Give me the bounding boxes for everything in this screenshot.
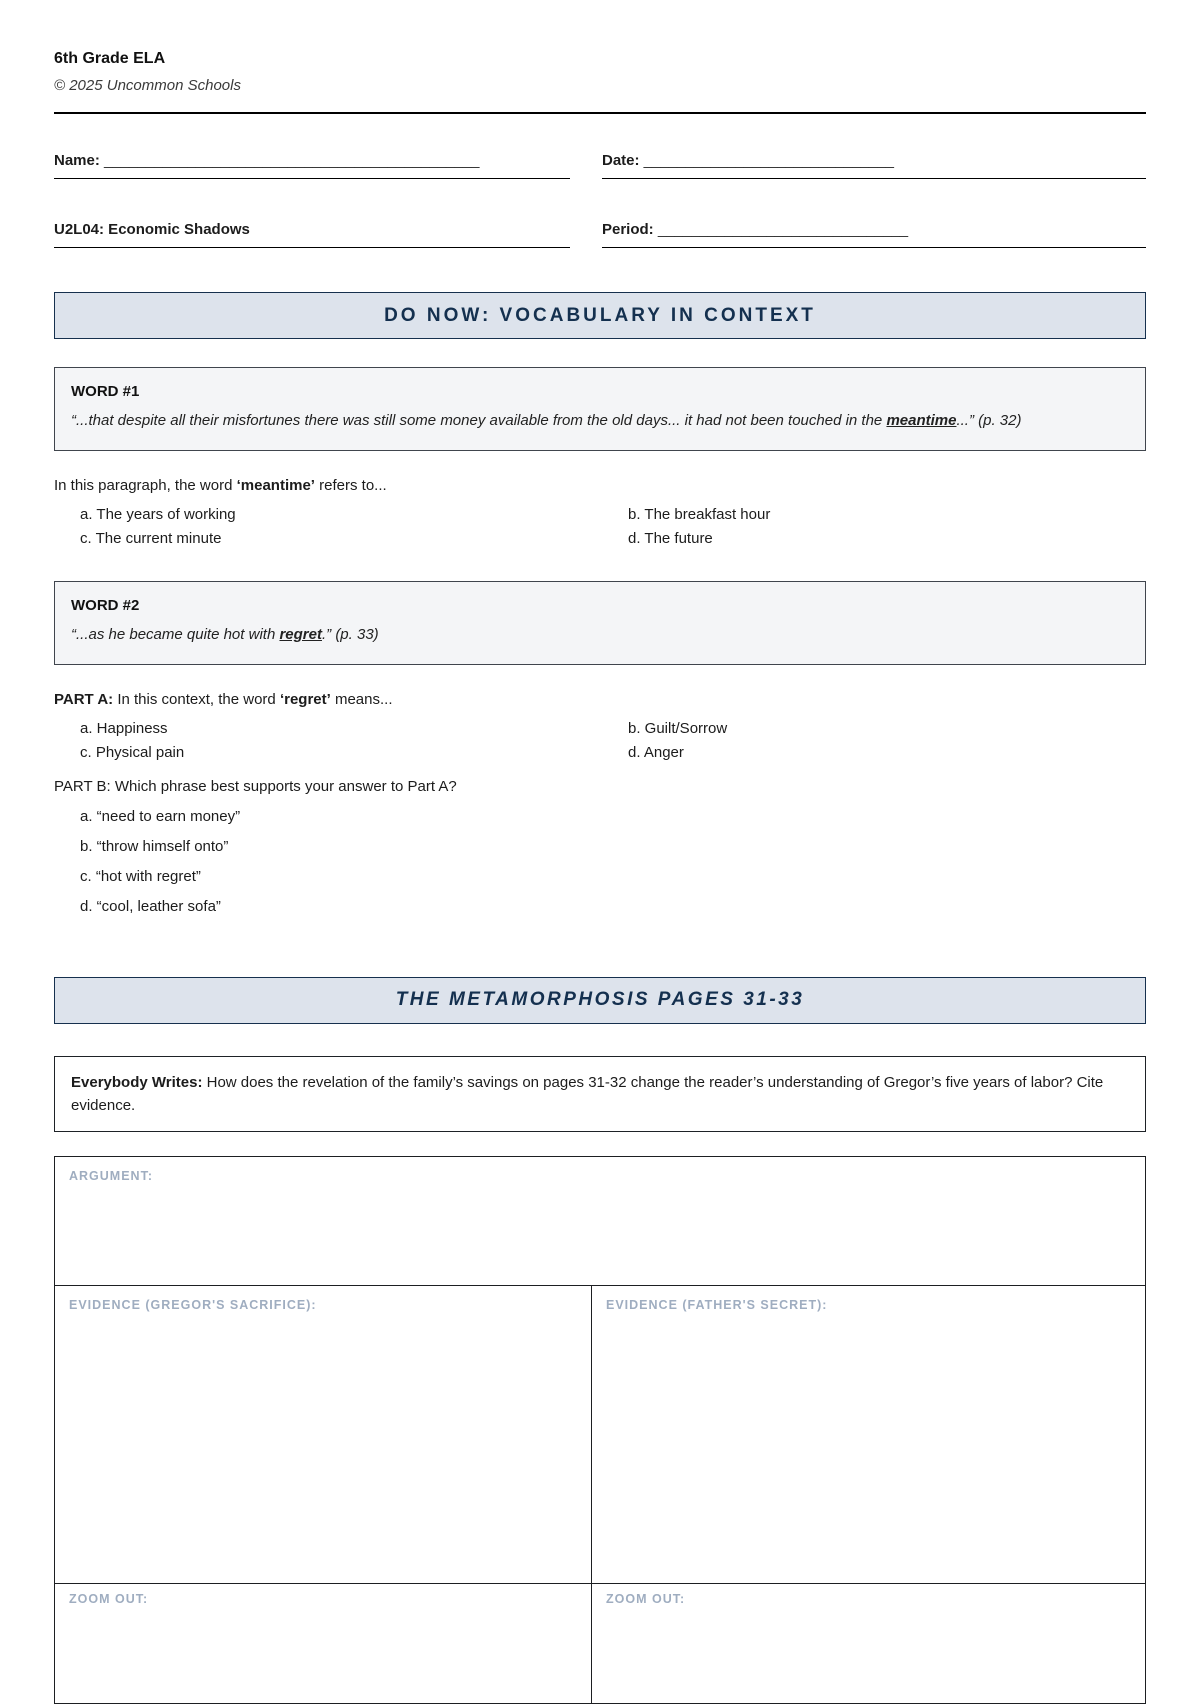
partb-choice-a: a. “need to earn money” (80, 807, 241, 825)
partb-text: Which phrase best supports your answer to Part A? (110, 777, 457, 795)
word1-question-keyword: ‘meantime’ (236, 476, 315, 494)
graphic-organizer (54, 1156, 1146, 1704)
parta-keyword: ‘regret’ (279, 690, 331, 708)
word1-box (54, 367, 1146, 451)
word1-question-pre: In this paragraph, the word (54, 476, 237, 494)
metamorphosis-banner (54, 977, 1146, 1024)
word1-question-post: refers to... (314, 476, 387, 494)
parta-label: PART A: (54, 690, 114, 708)
zoom-out-right-cell (591, 1584, 1145, 1703)
word1-choice-a: a. The years of working (80, 505, 236, 523)
word1-quote-pre: “...that despite all their misfortunes there was still some money available from the old days... it had not been touched in the (71, 412, 887, 429)
name-blank-line: _____________________________________________ (99, 152, 480, 169)
date-field (602, 152, 1146, 179)
word1-choice-b: b. The breakfast hour (628, 505, 771, 523)
partb-label: PART B: (54, 777, 111, 795)
name-date-row (54, 152, 1146, 179)
period-blank-line: ______________________________ (653, 221, 909, 238)
parta-choice-c: c. Physical pain (80, 743, 185, 761)
partb-choice-d: d. “cool, leather sofa” (80, 897, 221, 915)
evidence-father-label: EVIDENCE (FATHER'S SECRET): (606, 1298, 828, 1312)
parta-post: means... (330, 690, 393, 708)
date-label: Date: (602, 152, 640, 169)
word1-choice-c: c. The current minute (80, 529, 222, 547)
parta-choices (54, 720, 1146, 761)
name-field (54, 152, 570, 179)
word2-partb-question (54, 778, 1146, 795)
name-label: Name: (54, 152, 100, 169)
everybody-writes-text: How does the revelation of the family’s savings on pages 31-32 change the reader’s understanding of Gregor’s five years of labor? Cite evidence. (71, 1073, 1104, 1114)
metamorphosis-title: THE METAMORPHOSIS PAGES 31-33 (395, 989, 805, 1010)
date-blank-line: ______________________________ (639, 152, 894, 169)
word2-quote (71, 623, 1129, 648)
word1-keyword: meantime (886, 412, 957, 429)
word1-question (54, 477, 1146, 494)
lesson-label: U2L04: Economic Shadows (54, 221, 250, 238)
evidence-gregor-cell (55, 1286, 591, 1583)
everybody-writes-label: Everybody Writes: (71, 1073, 203, 1091)
word2-quote-pre: “...as he became quite hot with (71, 625, 280, 643)
word2-keyword: regret (279, 625, 322, 643)
zoom-out-left-label: ZOOM OUT: (69, 1592, 149, 1606)
do-now-banner (54, 292, 1146, 339)
everybody-writes-box (54, 1056, 1146, 1133)
doc-header (54, 50, 1146, 94)
parta-pre: In this context, the word (113, 690, 280, 708)
period-label: Period: (602, 221, 654, 238)
partb-choice-b: b. “throw himself onto” (80, 837, 229, 855)
word2-box (54, 581, 1146, 665)
do-now-title: DO NOW: VOCABULARY IN CONTEXT (384, 304, 816, 326)
period-field (602, 221, 1146, 248)
argument-cell (55, 1157, 1145, 1285)
partb-choices (54, 808, 1146, 915)
word2-parta-question (54, 691, 1146, 708)
word2-quote-post: .” (p. 33) (321, 625, 379, 643)
parta-choice-a: a. Happiness (80, 719, 168, 737)
word1-choices (54, 506, 1146, 547)
header-divider (54, 112, 1146, 114)
argument-label: ARGUMENT: (69, 1169, 153, 1183)
word1-title: WORD #1 (71, 383, 140, 400)
zoom-out-right-label: ZOOM OUT: (606, 1592, 686, 1606)
parta-choice-b: b. Guilt/Sorrow (628, 719, 728, 737)
evidence-row (55, 1285, 1145, 1583)
evidence-gregor-label: EVIDENCE (GREGOR'S SACRIFICE): (69, 1298, 317, 1312)
word1-quote-post: ...” (p. 32) (956, 412, 1022, 429)
word1-choice-d: d. The future (628, 529, 713, 547)
evidence-father-cell (591, 1286, 1145, 1583)
word2-title: WORD #2 (71, 596, 140, 614)
zoom-out-left-cell (55, 1584, 591, 1703)
partb-choice-c: c. “hot with regret” (80, 867, 201, 885)
parta-choice-d: d. Anger (628, 743, 684, 761)
everybody-writes-prompt (71, 1071, 1129, 1118)
word1-quote (71, 409, 1129, 434)
lesson-field (54, 221, 570, 248)
zoom-out-row (55, 1583, 1145, 1703)
course-title: 6th Grade ELA (54, 50, 166, 67)
lesson-period-row (54, 221, 1146, 248)
copyright-line: © 2025 Uncommon Schools (54, 77, 241, 94)
